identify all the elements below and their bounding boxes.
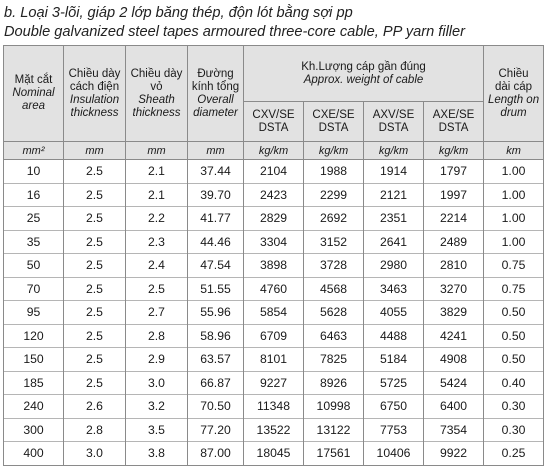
table-cell: 2121 bbox=[364, 183, 424, 207]
table-cell: 0.30 bbox=[484, 395, 544, 419]
table-cell: 2299 bbox=[304, 183, 364, 207]
heading-english: Double galvanized steel tapes armoured three-core cable, PP yarn filler bbox=[4, 24, 466, 40]
table-cell: 3898 bbox=[244, 254, 304, 278]
table-cell: 10 bbox=[4, 160, 64, 184]
table-cell: 400 bbox=[4, 442, 64, 466]
table-cell: 2810 bbox=[424, 254, 484, 278]
table-cell: 39.70 bbox=[188, 183, 244, 207]
table-cell: 87.00 bbox=[188, 442, 244, 466]
table-cell: 6400 bbox=[424, 395, 484, 419]
table-cell: 13522 bbox=[244, 418, 304, 442]
table-row bbox=[4, 442, 544, 466]
table-cell: 1.00 bbox=[484, 230, 544, 254]
unit-cell: kg/km bbox=[244, 142, 304, 160]
table-cell: 2.5 bbox=[64, 371, 126, 395]
table-cell: 2351 bbox=[364, 207, 424, 231]
table-cell: 240 bbox=[4, 395, 64, 419]
header-insulation-thickness: Chiều dày cách điện Insulation thickness bbox=[64, 46, 126, 142]
header-overall-diameter: Đường kính tổng Overall diameter bbox=[188, 46, 244, 142]
table-cell: 44.46 bbox=[188, 230, 244, 254]
table-cell: 2.1 bbox=[126, 160, 188, 184]
table-row bbox=[4, 371, 544, 395]
table-cell: 2.4 bbox=[126, 254, 188, 278]
table-cell: 1.00 bbox=[484, 207, 544, 231]
table-cell: 2.8 bbox=[126, 324, 188, 348]
table-cell: 63.57 bbox=[188, 348, 244, 372]
table-cell: 2.5 bbox=[64, 160, 126, 184]
table-cell: 1797 bbox=[424, 160, 484, 184]
unit-cell: mm² bbox=[4, 142, 64, 160]
header-length-on-drum: Chiều dài cáp Length on drum bbox=[484, 46, 544, 142]
table-row bbox=[4, 277, 544, 301]
unit-cell: mm bbox=[188, 142, 244, 160]
table-cell: 5628 bbox=[304, 301, 364, 325]
table-cell: 8101 bbox=[244, 348, 304, 372]
table-cell: 41.77 bbox=[188, 207, 244, 231]
table-cell: 50 bbox=[4, 254, 64, 278]
table-cell: 3.5 bbox=[126, 418, 188, 442]
table-cell: 37.44 bbox=[188, 160, 244, 184]
table-cell: 3.2 bbox=[126, 395, 188, 419]
table-row bbox=[4, 207, 544, 231]
table-cell: 16 bbox=[4, 183, 64, 207]
unit-cell: kg/km bbox=[304, 142, 364, 160]
table-cell: 3829 bbox=[424, 301, 484, 325]
header-cxv-se-dsta: CXV/SE DSTA bbox=[244, 102, 304, 142]
table-cell: 2.5 bbox=[64, 183, 126, 207]
header-axv-se-dsta: AXV/SE DSTA bbox=[364, 102, 424, 142]
table-cell: 2641 bbox=[364, 230, 424, 254]
header-sheath-thickness: Chiều dày vỏ Sheath thickness bbox=[126, 46, 188, 142]
table-cell: 3304 bbox=[244, 230, 304, 254]
table-cell: 9227 bbox=[244, 371, 304, 395]
table-cell: 7825 bbox=[304, 348, 364, 372]
table-cell: 11348 bbox=[244, 395, 304, 419]
table-cell: 2.3 bbox=[126, 230, 188, 254]
unit-cell: km bbox=[484, 142, 544, 160]
table-cell: 3728 bbox=[304, 254, 364, 278]
table-cell: 6463 bbox=[304, 324, 364, 348]
table-cell: 9922 bbox=[424, 442, 484, 466]
table-cell: 3.0 bbox=[126, 371, 188, 395]
table-cell: 0.50 bbox=[484, 301, 544, 325]
table-cell: 1.00 bbox=[484, 160, 544, 184]
table-cell: 3.0 bbox=[64, 442, 126, 466]
table-cell: 2.5 bbox=[64, 254, 126, 278]
unit-cell: mm bbox=[64, 142, 126, 160]
table-row bbox=[4, 160, 544, 184]
table-cell: 3.8 bbox=[126, 442, 188, 466]
table-cell: 51.55 bbox=[188, 277, 244, 301]
table-cell: 10406 bbox=[364, 442, 424, 466]
table-row bbox=[4, 348, 544, 372]
table-row bbox=[4, 183, 544, 207]
table-cell: 1.00 bbox=[484, 183, 544, 207]
table-cell: 13122 bbox=[304, 418, 364, 442]
table-cell: 1914 bbox=[364, 160, 424, 184]
table-cell: 70 bbox=[4, 277, 64, 301]
table-cell: 2.5 bbox=[64, 230, 126, 254]
table-cell: 6750 bbox=[364, 395, 424, 419]
table-cell: 70.50 bbox=[188, 395, 244, 419]
table-cell: 5854 bbox=[244, 301, 304, 325]
table-row bbox=[4, 324, 544, 348]
table-cell: 3463 bbox=[364, 277, 424, 301]
table-cell: 66.87 bbox=[188, 371, 244, 395]
table-cell: 2489 bbox=[424, 230, 484, 254]
table-cell: 10998 bbox=[304, 395, 364, 419]
table-cell: 2.5 bbox=[64, 301, 126, 325]
header-approx-weight: Kh.Lượng cáp gần đúng Approx. weight of cable bbox=[244, 46, 484, 102]
table-cell: 25 bbox=[4, 207, 64, 231]
unit-cell: kg/km bbox=[424, 142, 484, 160]
table-cell: 7354 bbox=[424, 418, 484, 442]
table-cell: 3270 bbox=[424, 277, 484, 301]
table-cell: 2980 bbox=[364, 254, 424, 278]
table-row bbox=[4, 395, 544, 419]
table-cell: 2423 bbox=[244, 183, 304, 207]
table-cell: 95 bbox=[4, 301, 64, 325]
table-cell: 77.20 bbox=[188, 418, 244, 442]
table-cell: 1997 bbox=[424, 183, 484, 207]
table-cell: 0.50 bbox=[484, 348, 544, 372]
header-axe-se-dsta: AXE/SE DSTA bbox=[424, 102, 484, 142]
table-row bbox=[4, 301, 544, 325]
table-cell: 0.30 bbox=[484, 418, 544, 442]
table-cell: 7753 bbox=[364, 418, 424, 442]
table-cell: 0.50 bbox=[484, 324, 544, 348]
units-row bbox=[4, 142, 544, 160]
table-cell: 2104 bbox=[244, 160, 304, 184]
section-heading bbox=[4, 4, 544, 42]
table-cell: 2.5 bbox=[64, 277, 126, 301]
table-cell: 0.40 bbox=[484, 371, 544, 395]
table-cell: 5725 bbox=[364, 371, 424, 395]
table-cell: 2.1 bbox=[126, 183, 188, 207]
table-body bbox=[4, 160, 544, 466]
table-cell: 17561 bbox=[304, 442, 364, 466]
table-cell: 4241 bbox=[424, 324, 484, 348]
table-cell: 4055 bbox=[364, 301, 424, 325]
table-cell: 8926 bbox=[304, 371, 364, 395]
table-row bbox=[4, 230, 544, 254]
unit-cell: mm bbox=[126, 142, 188, 160]
header-cxe-se-dsta: CXE/SE DSTA bbox=[304, 102, 364, 142]
table-cell: 2.5 bbox=[64, 324, 126, 348]
cable-spec-table bbox=[3, 45, 544, 466]
table-cell: 0.75 bbox=[484, 254, 544, 278]
table-cell: 47.54 bbox=[188, 254, 244, 278]
table-cell: 35 bbox=[4, 230, 64, 254]
table-cell: 55.96 bbox=[188, 301, 244, 325]
table-cell: 2.2 bbox=[126, 207, 188, 231]
heading-vietnamese: b. Loại 3-lõi, giáp 2 lớp băng thép, độn lót bằng sợi pp bbox=[4, 5, 353, 21]
table-cell: 4568 bbox=[304, 277, 364, 301]
table-cell: 2829 bbox=[244, 207, 304, 231]
table-cell: 4760 bbox=[244, 277, 304, 301]
table-cell: 3152 bbox=[304, 230, 364, 254]
table-cell: 150 bbox=[4, 348, 64, 372]
table-cell: 1988 bbox=[304, 160, 364, 184]
table-cell: 6709 bbox=[244, 324, 304, 348]
unit-cell: kg/km bbox=[364, 142, 424, 160]
table-cell: 2.6 bbox=[64, 395, 126, 419]
table-cell: 2.9 bbox=[126, 348, 188, 372]
table-cell: 120 bbox=[4, 324, 64, 348]
table-cell: 5184 bbox=[364, 348, 424, 372]
table-cell: 0.75 bbox=[484, 277, 544, 301]
table-cell: 18045 bbox=[244, 442, 304, 466]
table-cell: 0.25 bbox=[484, 442, 544, 466]
table-cell: 4488 bbox=[364, 324, 424, 348]
table-cell: 300 bbox=[4, 418, 64, 442]
table-cell: 58.96 bbox=[188, 324, 244, 348]
table-cell: 2.7 bbox=[126, 301, 188, 325]
table-cell: 2214 bbox=[424, 207, 484, 231]
table-cell: 2692 bbox=[304, 207, 364, 231]
header-nominal-area: Mặt cắt Nominal area bbox=[4, 46, 64, 142]
table-cell: 2.5 bbox=[64, 207, 126, 231]
table-cell: 185 bbox=[4, 371, 64, 395]
table-cell: 5424 bbox=[424, 371, 484, 395]
table-cell: 2.8 bbox=[64, 418, 126, 442]
table-cell: 2.5 bbox=[126, 277, 188, 301]
table-row bbox=[4, 254, 544, 278]
table-row bbox=[4, 418, 544, 442]
table-cell: 4908 bbox=[424, 348, 484, 372]
table-cell: 2.5 bbox=[64, 348, 126, 372]
